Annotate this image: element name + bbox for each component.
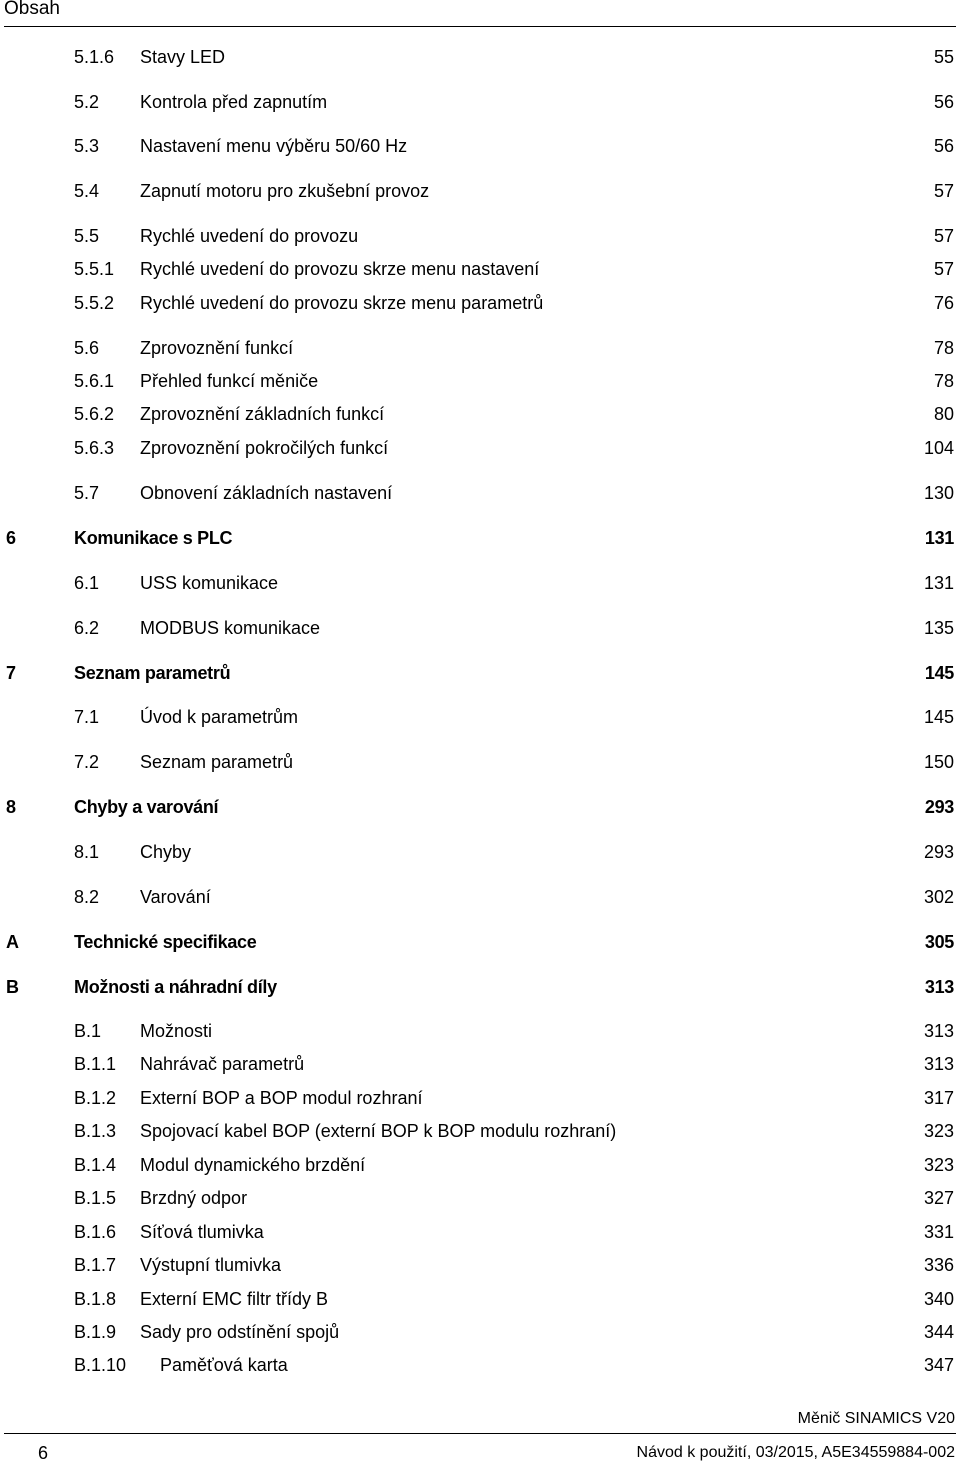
toc-chapter-title: Technické specifikace: [74, 932, 257, 952]
toc-entry-page: 145: [923, 707, 954, 727]
toc-chapter-title: Seznam parametrů: [74, 663, 231, 683]
toc-entry-title: Zprovoznění pokročilých funkcí: [140, 438, 389, 458]
toc-chapter-number: 8: [6, 797, 16, 817]
toc-entry-page: 135: [923, 618, 954, 638]
toc-entry[interactable]: [0, 1320, 960, 1344]
toc-entry[interactable]: [0, 402, 960, 426]
toc-entry-page: 55: [933, 47, 954, 67]
toc-entry-title: Úvod k parametrům: [140, 707, 299, 727]
toc-entry-title: Sady pro odstínění spojů: [140, 1322, 340, 1342]
toc-entry-title: USS komunikace: [140, 573, 279, 593]
toc-entry[interactable]: [0, 750, 960, 774]
toc-entry-number: B.1.8: [74, 1289, 117, 1309]
footer-divider: [4, 1433, 956, 1434]
toc-entry-title: Rychlé uvedení do provozu: [140, 226, 359, 246]
toc-chapter[interactable]: [0, 975, 960, 999]
toc-entry[interactable]: [0, 885, 960, 909]
toc-entry-page: 323: [923, 1121, 954, 1141]
toc-entry-title: Přehled funkcí měniče: [140, 371, 319, 391]
toc-entry-page: 293: [923, 842, 954, 862]
toc-entry[interactable]: [0, 616, 960, 640]
toc-entry-page: 317: [923, 1088, 954, 1108]
toc-chapter-page: 293: [924, 797, 954, 817]
toc-entry[interactable]: [0, 1287, 960, 1311]
toc-entry-number: 5.6: [74, 338, 100, 358]
toc-entry-title: Chyby: [140, 842, 192, 862]
toc-entry[interactable]: [0, 336, 960, 360]
toc-entry[interactable]: [0, 1119, 960, 1143]
toc-entry-page: 57: [933, 226, 954, 246]
toc-entry[interactable]: [0, 1153, 960, 1177]
toc-entry-number: B.1.9: [74, 1322, 117, 1342]
toc-entry-number: 5.6.2: [74, 404, 115, 424]
header-divider: [4, 26, 956, 27]
toc-entry-title: Výstupní tlumivka: [140, 1255, 282, 1275]
toc-chapter-page: 131: [924, 528, 954, 548]
toc-entry-title: Nastavení menu výběru 50/60 Hz: [140, 136, 408, 156]
toc-entry[interactable]: [0, 1052, 960, 1076]
toc-entry-title: Externí BOP a BOP modul rozhraní: [140, 1088, 423, 1108]
footer-page-number: 6: [38, 1443, 49, 1463]
toc-entry-title: Síťová tlumivka: [140, 1222, 264, 1242]
toc-entry-title: Modul dynamického brzdění: [140, 1155, 366, 1175]
toc-entry-number: 8.1: [74, 842, 100, 862]
toc-entry[interactable]: [0, 291, 960, 315]
toc-entry-page: 76: [933, 293, 954, 313]
toc-entry[interactable]: [0, 1186, 960, 1210]
page-header-title: Obsah: [4, 0, 60, 19]
toc-entry-number: 7.2: [74, 752, 100, 772]
toc-entry-page: 313: [923, 1054, 954, 1074]
toc-entry-title: Obnovení základních nastavení: [140, 483, 393, 503]
toc-chapter[interactable]: [0, 661, 960, 685]
toc-entry-number: B.1.7: [74, 1255, 117, 1275]
toc-entry-page: 313: [923, 1021, 954, 1041]
toc-entry[interactable]: [0, 90, 960, 114]
toc-entry-page: 331: [923, 1222, 954, 1242]
footer-document-info: Návod k použití, 03/2015, A5E34559884-002: [636, 1444, 955, 1461]
toc-entry[interactable]: [0, 179, 960, 203]
toc-chapter-title: Možnosti a náhradní díly: [74, 977, 277, 997]
toc-chapter[interactable]: [0, 930, 960, 954]
toc-entry-number: 8.2: [74, 887, 100, 907]
toc-entry-number: B.1.4: [74, 1155, 117, 1175]
toc-entry-number: 5.5: [74, 226, 100, 246]
toc-entry[interactable]: [0, 45, 960, 69]
toc-entry-title: Možnosti: [140, 1021, 213, 1041]
toc-entry[interactable]: [0, 1019, 960, 1043]
toc-entry-page: 56: [933, 136, 954, 156]
toc-chapter-title: Chyby a varování: [74, 797, 219, 817]
toc-chapter-number: A: [6, 932, 19, 952]
toc-entry-page: 57: [933, 181, 954, 201]
toc-entry-number: 5.4: [74, 181, 100, 201]
toc-entry-page: 323: [923, 1155, 954, 1175]
toc-entry-number: B.1.5: [74, 1188, 117, 1208]
toc-entry-title: MODBUS komunikace: [140, 618, 321, 638]
toc-entry[interactable]: [0, 840, 960, 864]
toc-entry-number: 5.1.6: [74, 47, 115, 67]
toc-entry-title: Rychlé uvedení do provozu skrze menu parametrů: [140, 293, 544, 313]
toc-entry-page: 344: [923, 1322, 954, 1342]
toc-entry-title: Zprovoznění základních funkcí: [140, 404, 385, 424]
toc-chapter-page: 305: [924, 932, 954, 952]
toc-entry-number: 5.6.3: [74, 438, 115, 458]
toc-entry-number: 5.5.1: [74, 259, 115, 279]
toc-entry-number: B.1.10: [74, 1355, 127, 1375]
toc-entry-title: Nahrávač parametrů: [140, 1054, 305, 1074]
toc-entry-page: 78: [933, 338, 954, 358]
toc-entry-number: B.1.1: [74, 1054, 117, 1074]
toc-entry-number: 7.1: [74, 707, 100, 727]
toc-entry-page: 104: [923, 438, 954, 458]
toc-entry-page: 327: [923, 1188, 954, 1208]
toc-entry[interactable]: [0, 134, 960, 158]
toc-entry[interactable]: [0, 1353, 960, 1377]
toc-entry-page: 78: [933, 371, 954, 391]
toc-entry-page: 302: [923, 887, 954, 907]
toc-entry-title: Kontrola před zapnutím: [140, 92, 328, 112]
toc-entry-title: Rychlé uvedení do provozu skrze menu nastavení: [140, 259, 540, 279]
toc-entry[interactable]: [0, 224, 960, 248]
toc-entry-title: Zapnutí motoru pro zkušební provoz: [140, 181, 430, 201]
toc-entry[interactable]: [0, 705, 960, 729]
toc-entry-page: 340: [923, 1289, 954, 1309]
toc-entry-number: B.1.6: [74, 1222, 117, 1242]
toc-chapter-page: 145: [924, 663, 954, 683]
toc-entry[interactable]: [0, 481, 960, 505]
toc-entry-number: B.1: [74, 1021, 102, 1041]
toc-entry-number: 5.6.1: [74, 371, 115, 391]
toc-entry-page: 130: [923, 483, 954, 503]
toc-entry-page: 80: [933, 404, 954, 424]
toc-entry-title: Brzdný odpor: [140, 1188, 248, 1208]
toc-entry-title: Seznam parametrů: [140, 752, 294, 772]
toc-chapter[interactable]: [0, 795, 960, 819]
toc-entry-page: 56: [933, 92, 954, 112]
toc-entry[interactable]: [0, 1086, 960, 1110]
toc-entry[interactable]: [0, 436, 960, 460]
toc-entry[interactable]: [0, 571, 960, 595]
toc-entry[interactable]: [0, 257, 960, 281]
toc-entry-number: 5.7: [74, 483, 100, 503]
toc-chapter-number: 7: [6, 663, 16, 683]
toc-entry-title: Zprovoznění funkcí: [140, 338, 294, 358]
toc-chapter[interactable]: [0, 526, 960, 550]
footer-product-name: Měnič SINAMICS V20: [797, 1410, 955, 1427]
toc-entry-number: 5.3: [74, 136, 100, 156]
toc-chapter-title: Komunikace s PLC: [74, 528, 233, 548]
toc-entry-number: 5.2: [74, 92, 100, 112]
toc-chapter-number: 6: [6, 528, 16, 548]
toc-entry-title: Varování: [140, 887, 211, 907]
toc-chapter-number: B: [6, 977, 19, 997]
toc-entry-title: Paměťová karta: [160, 1355, 288, 1375]
toc-entry-page: 131: [923, 573, 954, 593]
toc-entry-number: 6.1: [74, 573, 100, 593]
toc-entry[interactable]: [0, 369, 960, 393]
toc-entry[interactable]: [0, 1220, 960, 1244]
toc-entry-number: 5.5.2: [74, 293, 115, 313]
toc-entry-title: Stavy LED: [140, 47, 226, 67]
toc-entry-page: 336: [923, 1255, 954, 1275]
toc-entry-page: 57: [933, 259, 954, 279]
toc-entry-number: B.1.3: [74, 1121, 117, 1141]
toc-entry-page: 347: [923, 1355, 954, 1375]
toc-entry-title: Externí EMC filtr třídy B: [140, 1289, 329, 1309]
toc-chapter-page: 313: [924, 977, 954, 997]
toc-entry-title: Spojovací kabel BOP (externí BOP k BOP modulu rozhraní): [140, 1121, 617, 1141]
toc-entry-page: 150: [923, 752, 954, 772]
toc-entry-number: 6.2: [74, 618, 100, 638]
toc-entry[interactable]: [0, 1253, 960, 1277]
toc-entry-number: B.1.2: [74, 1088, 117, 1108]
